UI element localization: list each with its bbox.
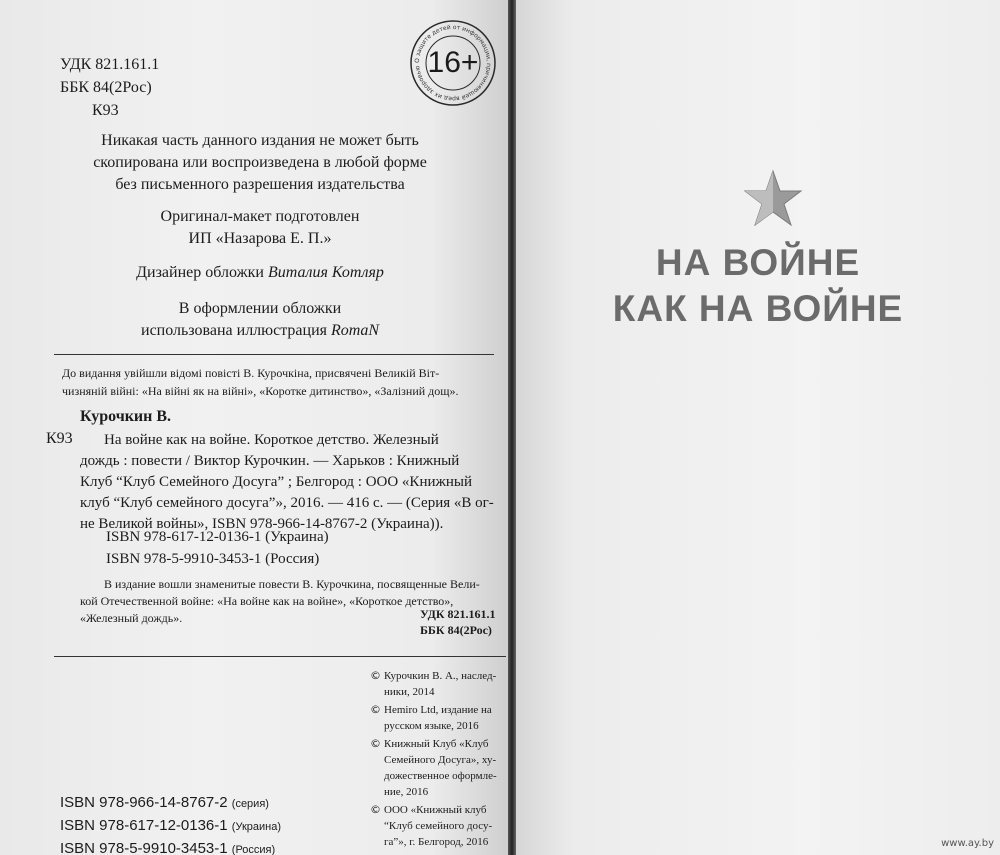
book-spine (508, 0, 516, 855)
layout-credit (60, 206, 460, 250)
cover-designer-label: Дизайнер обложки (136, 264, 268, 281)
ukrainian-note-line: До видання увійшли відомі повісті В. Курочкіна, присвячені Великій Віт- (62, 366, 440, 380)
bib-author: Курочкин В. (80, 408, 172, 425)
copyright-line: Семейного Досуга», ху- (384, 754, 497, 766)
copyright-line: га”», г. Белгород, 2016 (384, 836, 489, 848)
ukrainian-note (62, 364, 459, 400)
age-rating-label: 16+ (427, 46, 479, 79)
russian-note-line: кой Отечественной войне: «На войне как на войне», «Короткое детство», (80, 594, 454, 608)
copyright-entry (370, 702, 497, 734)
copyright-icon: © (370, 669, 381, 682)
russian-note-line: В издание вошли знаменитые повести В. Курочкина, посвященные Вели- (104, 577, 480, 591)
book-title-line-1: НА ВОЙНЕ (655, 242, 861, 283)
copyright-line: Hemiro Ltd, издание на (384, 704, 492, 716)
udk-bbk-bottom (420, 606, 496, 638)
cover-illustration (60, 298, 460, 342)
cover-designer (60, 264, 460, 282)
bbk-code: ББК 84(2Рос) (60, 79, 152, 96)
ukrainian-note-line: чизняній війні: «На війні як на війні», «Коротке дитинство», «Залізний дощ». (62, 384, 459, 398)
watermark: www.ay.by (941, 838, 994, 849)
copyright-entry (370, 668, 497, 700)
cover-illustration-line: использована иллюстрация (141, 322, 331, 339)
layout-credit-line: Оригинал-макет подготовлен (160, 208, 360, 225)
bib-record-line: На войне как на войне. Короткое детство. Железный (104, 432, 439, 448)
bib-record (80, 430, 494, 535)
isbn-label: (серия) (231, 798, 269, 810)
isbn-number: ISBN 978-617-12-0136-1 (60, 817, 228, 834)
udk-code: УДК 821.161.1 (60, 56, 160, 73)
copyright-notice (60, 130, 460, 196)
divider (54, 354, 494, 355)
isbn-footer (60, 792, 281, 855)
udk-bottom: УДК 821.161.1 (420, 607, 496, 621)
bib-code: К93 (46, 430, 73, 447)
bib-record-line: дождь : повести / Виктор Курочкин. — Харьков : Книжный (80, 453, 460, 469)
copyright-line: Курочкин В. А., наслед- (384, 670, 497, 682)
author-code: К93 (92, 102, 119, 119)
copyright-notice-line: Никакая часть данного издания не может быть (101, 132, 419, 149)
cover-illustrator: RomaN (331, 322, 379, 339)
cover-designer-name: Виталия Котляр (267, 264, 384, 281)
bib-record-line: Клуб “Клуб Семейного Досуга” ; Белгород : ООО «Книжный (80, 474, 472, 490)
bib-record-line: не Великой войны», ISBN 978-966-14-8767-2 (Украина)). (80, 516, 444, 532)
bib-isbn (106, 526, 329, 570)
copyright-line: русском языке, 2016 (384, 720, 479, 732)
copyright-line: дожественное оформле- (384, 770, 497, 782)
copyright-line: ники, 2014 (384, 686, 435, 698)
copyright-line: “Клуб семейного досу- (384, 820, 493, 832)
copyright-line: ние, 2016 (384, 786, 429, 798)
isbn-footer-line (60, 838, 281, 855)
cover-illustration-line: В оформлении обложки (178, 300, 342, 317)
copyright-entry (370, 802, 497, 850)
copyright-entry (370, 736, 497, 800)
copyright-icon: © (370, 737, 381, 750)
star-icon (744, 170, 802, 226)
isbn-label: (Украина) (231, 821, 281, 833)
copyright-line: Книжный Клуб «Клуб (384, 738, 489, 750)
layout-credit-line: ИП «Назарова Е. П.» (188, 230, 332, 247)
russian-note-line: «Железный дождь». (80, 611, 183, 625)
copyright-icon: © (370, 703, 381, 716)
copyright-notice-line: скопирована или воспроизведена в любой форме (93, 154, 427, 171)
copyright-list (370, 668, 497, 850)
seal-ring-text: О защите детей от информации, причиняющей вред их здоровью (413, 23, 493, 103)
bib-isbn-line: ISBN 978-617-12-0136-1 (Украина) (106, 529, 329, 545)
isbn-number: ISBN 978-966-14-8767-2 (60, 794, 228, 811)
bbk-bottom: ББК 84(2Рос) (420, 623, 492, 637)
isbn-footer-line (60, 792, 281, 815)
isbn-footer-line (60, 815, 281, 838)
age-rating-seal (408, 18, 498, 108)
isbn-label: (Россия) (231, 844, 276, 855)
divider (54, 656, 506, 657)
right-page (516, 0, 1000, 855)
copyright-line: ООО «Книжный клуб (384, 804, 487, 816)
bib-record-line: клуб “Клуб семейного досуга”», 2016. — 416 с. — (Серия «В ог- (80, 495, 494, 511)
isbn-number: ISBN 978-5-9910-3453-1 (60, 840, 228, 855)
copyright-notice-line: без письменного разрешения издательства (115, 176, 405, 193)
bib-isbn-line: ISBN 978-5-9910-3453-1 (Россия) (106, 551, 320, 567)
book-title-line-2: КАК НА ВОЙНЕ (612, 288, 904, 329)
copyright-icon: © (370, 803, 381, 816)
